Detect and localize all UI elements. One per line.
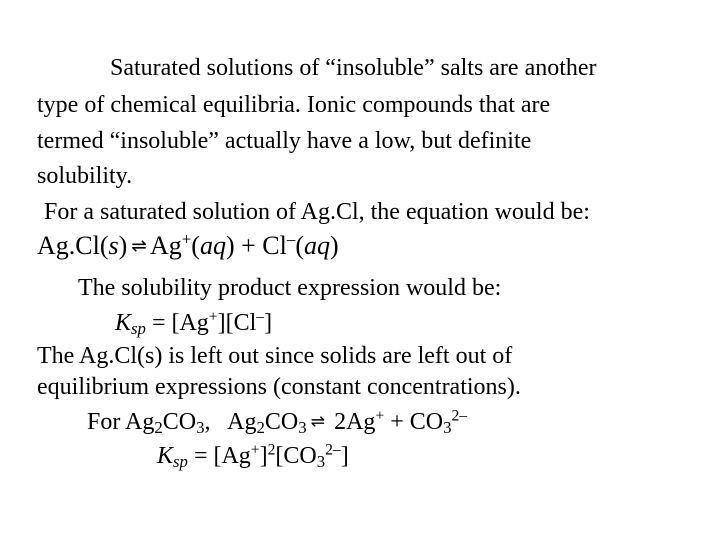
ksp1-rhs-2: ][Cl xyxy=(217,310,257,336)
text-line-1: Saturated solutions of “insoluble” salts are another xyxy=(110,55,597,81)
text-line-10: equilibrium expressions (constant concentrations). xyxy=(37,374,521,400)
eq1-p1-open: ( xyxy=(191,231,200,260)
eq2-sub-1: 2 xyxy=(154,418,163,438)
eq1-p2-close: ) xyxy=(330,231,339,260)
eq1-p2-open: ( xyxy=(295,231,304,260)
eq2-co: CO xyxy=(162,409,197,435)
ksp1-rhs-3: ] xyxy=(264,310,273,336)
ksp2-k: K xyxy=(157,443,174,469)
eq2-co-2: CO xyxy=(264,409,299,435)
ksp-expression-agcl xyxy=(115,309,272,337)
eq1-product-2: Cl xyxy=(262,231,287,260)
text-line-7: The solubility product expression would be: xyxy=(78,275,502,301)
text-line-4: solubility. xyxy=(37,163,133,189)
eq2-prefix: For Ag xyxy=(87,409,155,435)
ksp1-charge-1: + xyxy=(208,308,218,326)
eq2-sub-3: 2 xyxy=(256,418,265,438)
eq1-reactant-close: ) xyxy=(118,231,128,260)
ksp-expression-ag2co3 xyxy=(157,442,349,470)
ksp2-pow: 2 xyxy=(267,441,276,459)
eq1-product-1-charge: + xyxy=(181,229,192,249)
eq1-product-1: Ag xyxy=(149,231,182,260)
ksp1-charge-2: – xyxy=(256,308,265,326)
eq1-product-2-charge: – xyxy=(286,229,296,249)
eq2-plus: + CO xyxy=(384,409,444,435)
ksp2-charge-1: + xyxy=(250,441,260,459)
ksp2-rhs-4: ] xyxy=(340,443,349,469)
eq2-product-1: 2Ag xyxy=(328,409,376,435)
ksp2-rhs-3: [CO xyxy=(275,443,317,469)
ksp1-k: K xyxy=(115,310,132,336)
eq2-sub-4: 3 xyxy=(298,418,307,438)
eq2-charge-5: 2– xyxy=(451,407,468,425)
ksp2-sub: sp xyxy=(173,452,188,472)
eq1-reactant: Ag.Cl( xyxy=(37,231,109,260)
eq2-sub-5: 3 xyxy=(443,418,452,438)
eq2-product-1-charge: + xyxy=(375,407,385,425)
text-line-3: termed “insoluble” actually have a low, but definite xyxy=(37,128,532,154)
eq1-product-2-state: aq xyxy=(304,231,330,260)
ksp2-sub-3: 3 xyxy=(316,452,326,472)
ksp2-rhs-1: = [Ag xyxy=(187,443,251,469)
equilibrium-equation-ag2co3 xyxy=(87,408,467,438)
eq2-sep: , Ag xyxy=(204,409,257,435)
ksp1-rhs-1: = [Ag xyxy=(145,310,209,336)
ksp2-rhs-2: ] xyxy=(259,443,268,469)
equilibrium-equation-agcl xyxy=(37,231,339,264)
eq1-reactant-state: s xyxy=(108,231,119,260)
eq1-plus: + xyxy=(234,231,263,260)
equilibrium-arrow-icon: ⇌ xyxy=(131,236,147,257)
text-line-2: type of chemical equilibria. Ionic compounds that are xyxy=(37,92,551,118)
eq2-sub-2: 3 xyxy=(196,418,205,438)
eq1-product-1-state: aq xyxy=(199,231,226,260)
ksp2-charge-3: 2– xyxy=(325,441,341,459)
equilibrium-arrow-icon: ⇌ xyxy=(310,412,326,432)
ksp1-sub: sp xyxy=(131,319,146,339)
text-line-5: For a saturated solution of Ag.Cl, the equation would be: xyxy=(44,199,590,225)
eq1-p1-close: ) xyxy=(225,231,235,260)
text-line-9: The Ag.Cl(s) is left out since solids are left out of xyxy=(37,343,513,369)
